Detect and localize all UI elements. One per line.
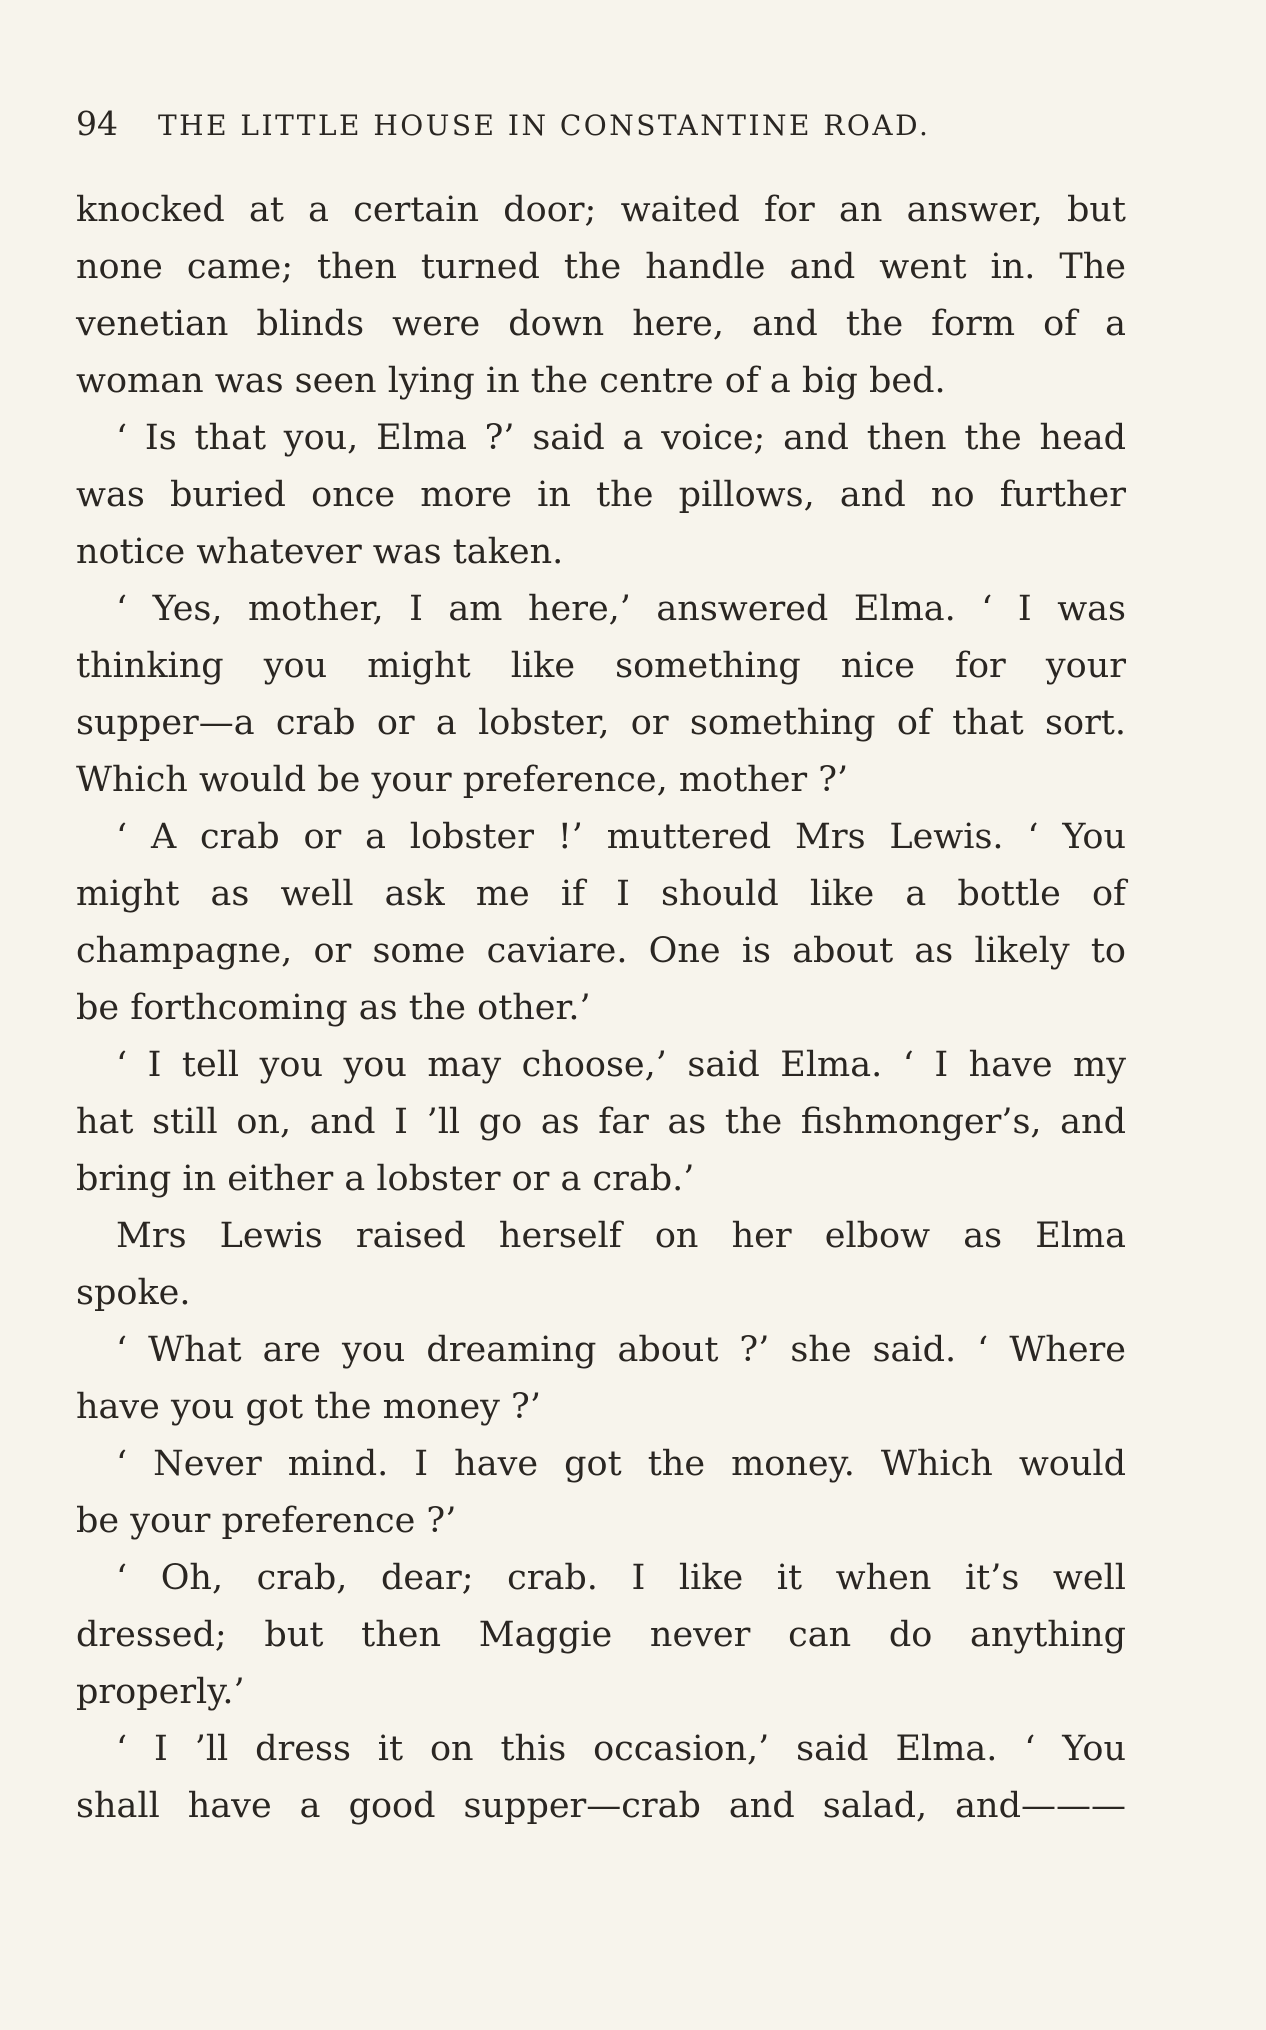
text-line: dressed; but then Maggie never can do anything <box>76 1615 1126 1655</box>
text-line: Which would be your preference, mother ?’ <box>76 760 849 800</box>
text-line: hat still on, and I ’ll go as far as the fishmonger’s, and <box>76 1102 1126 1142</box>
text-line: bring in either a lobster or a crab.’ <box>76 1159 695 1199</box>
text-line: was buried once more in the pillows, and no further <box>76 475 1126 515</box>
text-line: ‘ I tell you you may choose,’ said Elma. ‘ I have my <box>116 1045 1126 1085</box>
text-line: notice whatever was taken. <box>76 532 564 572</box>
text-line: shall have a good supper—crab and salad, and——— <box>76 1786 1126 1826</box>
text-line: ‘ Oh, crab, dear; crab. I like it when it’s well <box>116 1558 1126 1598</box>
running-title: THE LITTLE HOUSE IN CONSTANTINE ROAD. <box>158 109 931 142</box>
text-line: ‘ Is that you, Elma ?’ said a voice; and then the head <box>116 418 1126 458</box>
text-line: ‘ Never mind. I have got the money. Which would <box>116 1444 1126 1484</box>
body-text <box>76 182 1126 1835</box>
text-line: have you got the money ?’ <box>76 1387 541 1427</box>
running-head <box>76 104 1126 148</box>
text-line: woman was seen lying in the centre of a big bed. <box>76 361 946 401</box>
text-line: venetian blinds were down here, and the form of a <box>76 304 1126 344</box>
text-line: none came; then turned the handle and went in. The <box>76 247 1126 287</box>
text-line: ‘ What are you dreaming about ?’ she said. ‘ Where <box>116 1330 1126 1370</box>
text-line: might as well ask me if I should like a bottle of <box>76 874 1126 914</box>
text-line: be your preference ?’ <box>76 1501 457 1541</box>
text-line: ‘ Yes, mother, I am here,’ answered Elma. ‘ I was <box>116 589 1126 629</box>
text-line: ‘ A crab or a lobster !’ muttered Mrs Lewis. ‘ You <box>116 817 1126 857</box>
page-number: 94 <box>76 104 118 143</box>
text-line: Mrs Lewis raised herself on her elbow as Elma <box>116 1216 1126 1256</box>
text-line: ‘ I ’ll dress it on this occasion,’ said Elma. ‘ You <box>116 1729 1126 1769</box>
text-line: properly.’ <box>76 1672 245 1712</box>
text-line: supper—a crab or a lobster, or something of that sort. <box>76 703 1126 743</box>
text-line: be forthcoming as the other.’ <box>76 988 591 1028</box>
text-line: champagne, or some caviare. One is about as likely to <box>76 931 1126 971</box>
text-line: knocked at a certain door; waited for an answer, but <box>76 190 1126 230</box>
text-line: spoke. <box>76 1273 191 1313</box>
text-line: thinking you might like something nice for your <box>76 646 1126 686</box>
